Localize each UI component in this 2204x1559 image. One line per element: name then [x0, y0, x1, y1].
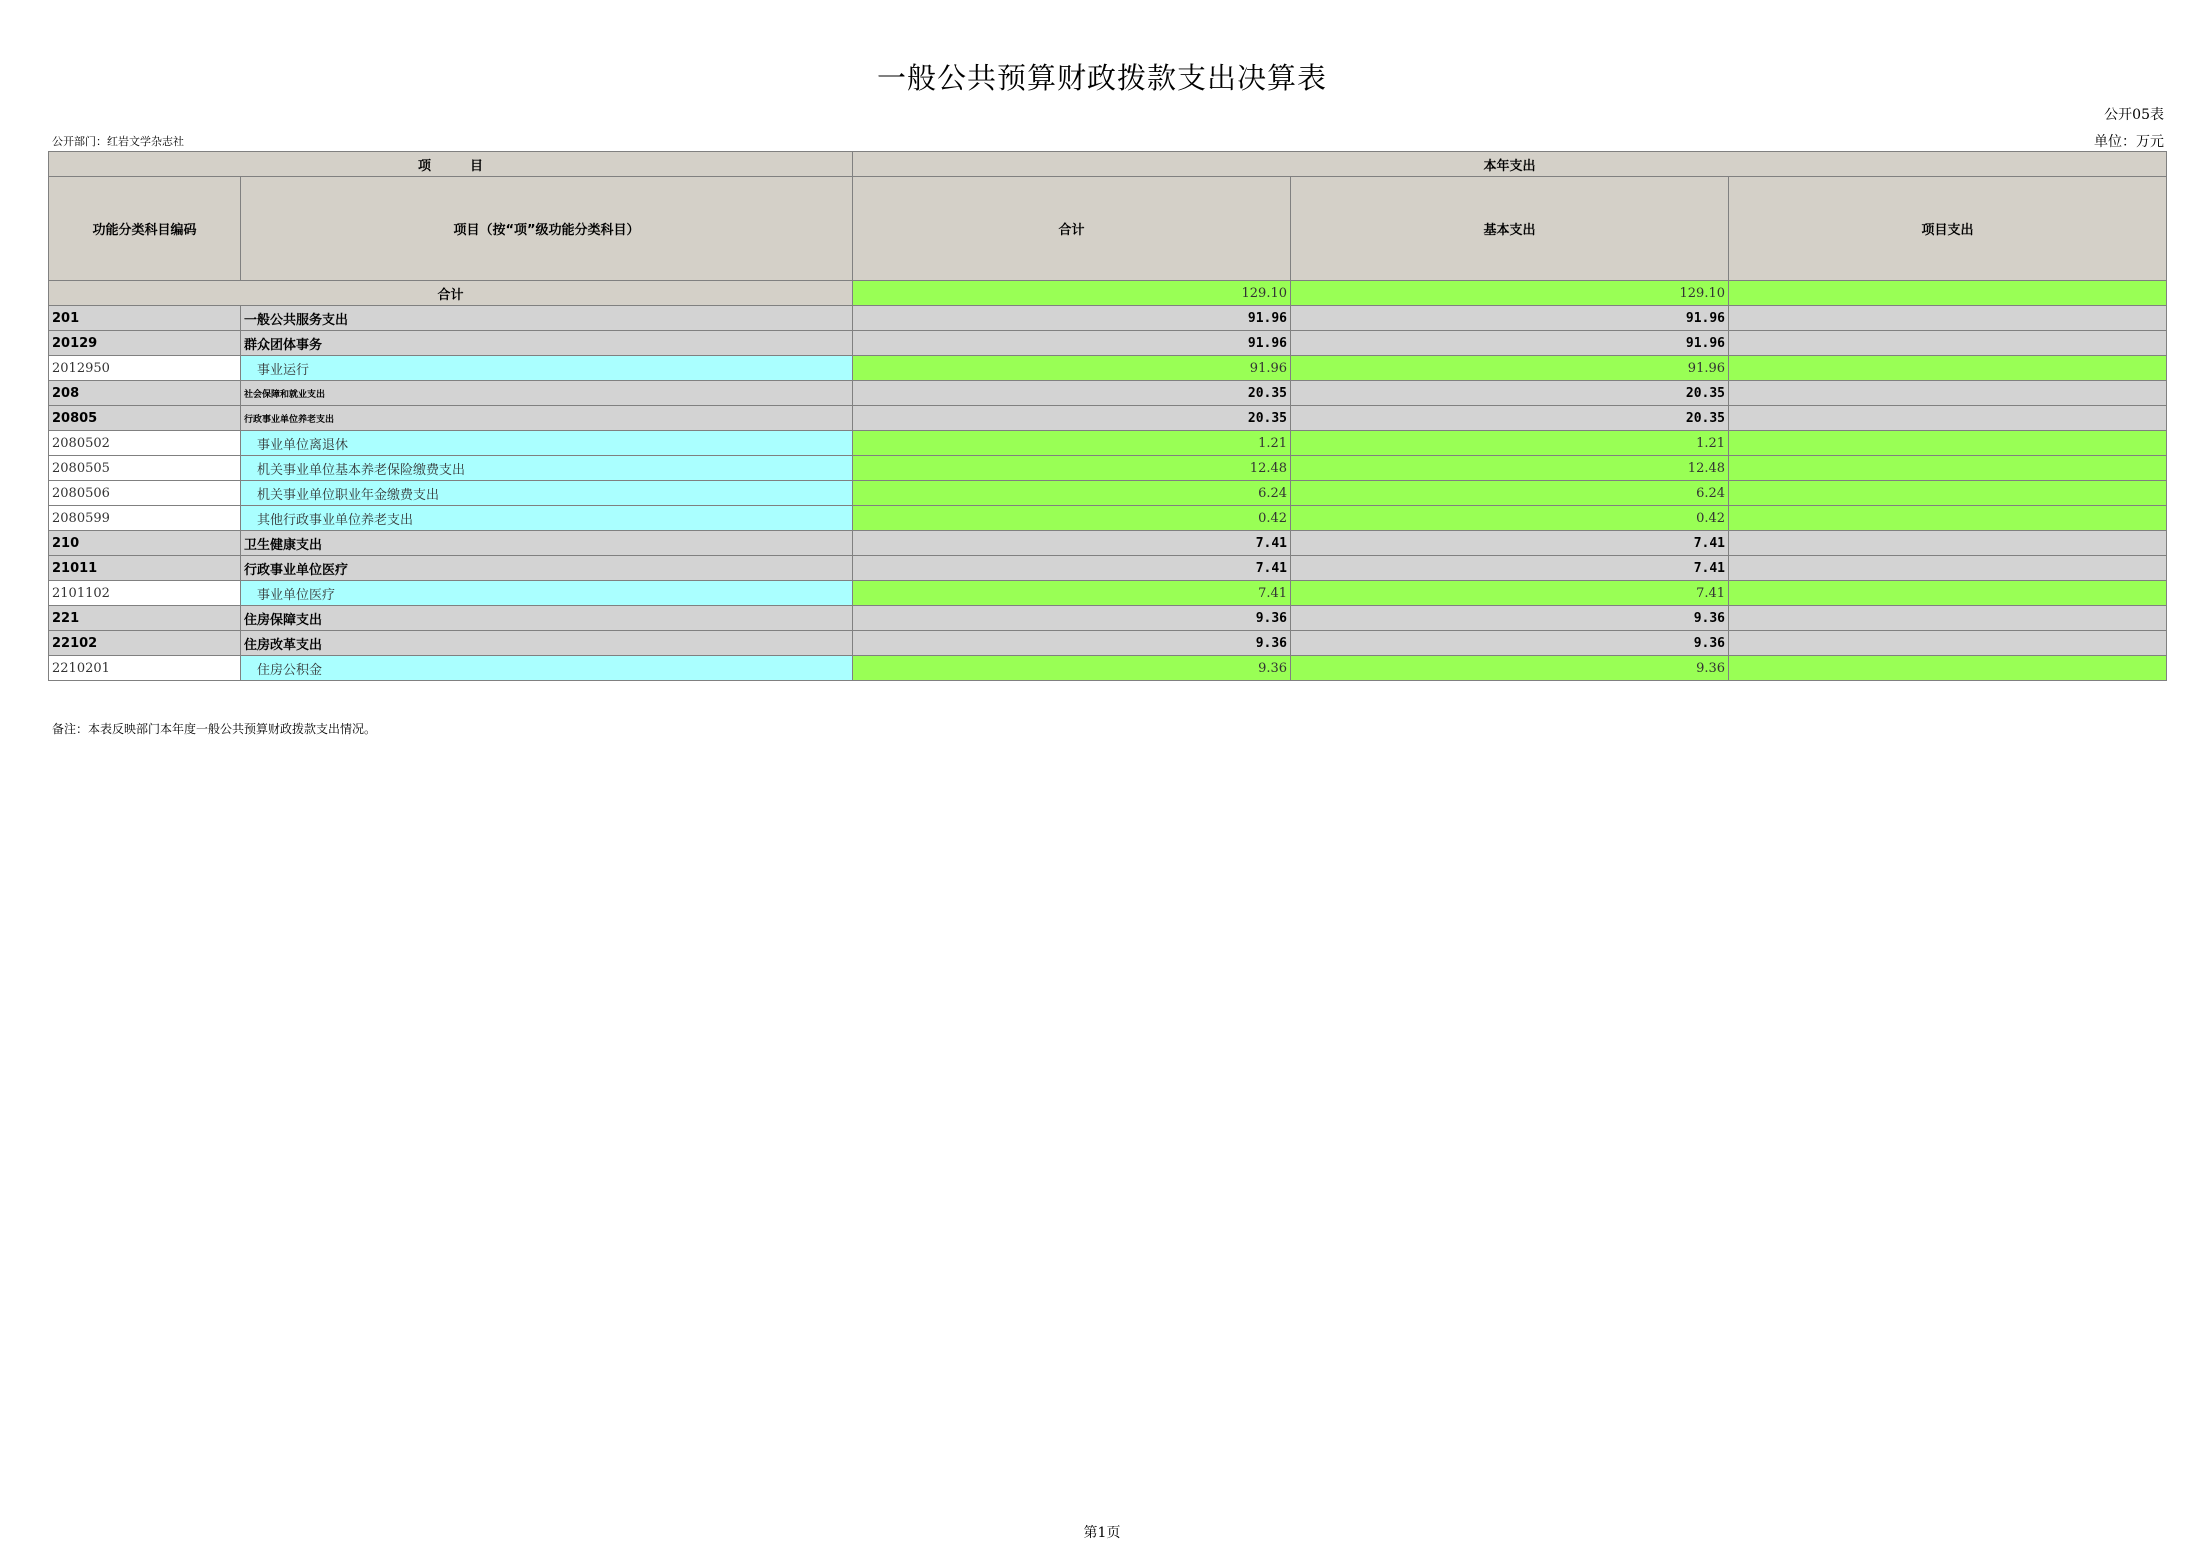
table-row: [49, 381, 2167, 406]
form-code: 公开05表: [2104, 107, 2164, 123]
row-basic: 9.36: [1291, 656, 1729, 681]
row-total: 9.36: [853, 656, 1291, 681]
row-code: 2080506: [49, 481, 241, 506]
table-row: [49, 431, 2167, 456]
unit-label: 单位：万元: [2094, 134, 2164, 150]
row-name: 机关事业单位职业年金缴费支出: [241, 481, 853, 506]
row-basic: 9.36: [1291, 606, 1729, 631]
department-label: 公开部门：红岩文学杂志社: [52, 135, 184, 148]
row-total: 0.42: [853, 506, 1291, 531]
row-basic: 9.36: [1291, 631, 1729, 656]
row-basic: 12.48: [1291, 456, 1729, 481]
row-basic: 20.35: [1291, 381, 1729, 406]
row-basic: 0.42: [1291, 506, 1729, 531]
row-project: [1729, 481, 2167, 506]
row-total: 12.48: [853, 456, 1291, 481]
row-total: 7.41: [853, 556, 1291, 581]
row-name: 住房保障支出: [241, 606, 853, 631]
header-row-2: [49, 177, 2167, 281]
row-name: 住房公积金: [241, 656, 853, 681]
row-project: [1729, 306, 2167, 331]
row-code: 20805: [49, 406, 241, 431]
table-row: [49, 331, 2167, 356]
row-name: 社会保障和就业支出: [241, 381, 853, 406]
row-name: 事业单位医疗: [241, 581, 853, 606]
row-project: [1729, 456, 2167, 481]
row-total: 1.21: [853, 431, 1291, 456]
table-row: [49, 406, 2167, 431]
row-total: 91.96: [853, 356, 1291, 381]
total-row: [49, 281, 2167, 306]
row-code: 22102: [49, 631, 241, 656]
footnote: 备注：本表反映部门本年度一般公共预算财政拨款支出情况。: [52, 722, 377, 736]
row-code: 201: [49, 306, 241, 331]
row-name: 事业运行: [241, 356, 853, 381]
row-code: 2210201: [49, 656, 241, 681]
table-row: [49, 481, 2167, 506]
row-name: 其他行政事业单位养老支出: [241, 506, 853, 531]
row-name: 卫生健康支出: [241, 531, 853, 556]
header-this-year: 本年支出: [853, 152, 2167, 177]
row-basic: 20.35: [1291, 406, 1729, 431]
row-basic: 7.41: [1291, 531, 1729, 556]
row-code: 2080502: [49, 431, 241, 456]
row-project: [1729, 581, 2167, 606]
table-row: [49, 631, 2167, 656]
header-name: 项目（按“项”级功能分类科目）: [241, 177, 853, 281]
row-name: 机关事业单位基本养老保险缴费支出: [241, 456, 853, 481]
table-row: [49, 606, 2167, 631]
row-name: 事业单位离退休: [241, 431, 853, 456]
header-project: 项 目: [49, 152, 853, 177]
row-code: 2080505: [49, 456, 241, 481]
header-project-expense: 项目支出: [1729, 177, 2167, 281]
table-row: [49, 506, 2167, 531]
table-row: [49, 556, 2167, 581]
row-name: 住房改革支出: [241, 631, 853, 656]
row-project: [1729, 656, 2167, 681]
total-basic: 129.10: [1291, 281, 1729, 306]
row-basic: 91.96: [1291, 331, 1729, 356]
row-total: 91.96: [853, 331, 1291, 356]
header-total: 合计: [853, 177, 1291, 281]
table-row: [49, 456, 2167, 481]
table-row: [49, 356, 2167, 381]
row-basic: 6.24: [1291, 481, 1729, 506]
row-total: 7.41: [853, 531, 1291, 556]
header-basic: 基本支出: [1291, 177, 1729, 281]
row-project: [1729, 431, 2167, 456]
total-label: 合计: [49, 281, 853, 306]
page-title: 一般公共预算财政拨款支出决算表: [876, 61, 1327, 95]
row-code: 221: [49, 606, 241, 631]
row-basic: 91.96: [1291, 306, 1729, 331]
row-project: [1729, 606, 2167, 631]
row-name: 行政事业单位养老支出: [241, 406, 853, 431]
header-row-1: [49, 152, 2167, 177]
row-total: 20.35: [853, 406, 1291, 431]
row-code: 208: [49, 381, 241, 406]
row-project: [1729, 331, 2167, 356]
table-row: [49, 306, 2167, 331]
budget-table: [48, 151, 2167, 681]
row-project: [1729, 631, 2167, 656]
row-project: [1729, 406, 2167, 431]
row-name: 群众团体事务: [241, 331, 853, 356]
row-code: 20129: [49, 331, 241, 356]
row-project: [1729, 556, 2167, 581]
header-code: 功能分类科目编码: [49, 177, 241, 281]
table-row: [49, 581, 2167, 606]
total-sum: 129.10: [853, 281, 1291, 306]
row-project: [1729, 356, 2167, 381]
row-project: [1729, 381, 2167, 406]
row-basic: 7.41: [1291, 556, 1729, 581]
row-project: [1729, 531, 2167, 556]
table-row: [49, 531, 2167, 556]
row-total: 6.24: [853, 481, 1291, 506]
row-name: 一般公共服务支出: [241, 306, 853, 331]
row-code: 2080599: [49, 506, 241, 531]
row-project: [1729, 506, 2167, 531]
row-total: 9.36: [853, 606, 1291, 631]
row-total: 20.35: [853, 381, 1291, 406]
row-code: 210: [49, 531, 241, 556]
row-total: 7.41: [853, 581, 1291, 606]
row-code: 2101102: [49, 581, 241, 606]
row-code: 2012950: [49, 356, 241, 381]
row-basic: 7.41: [1291, 581, 1729, 606]
row-name: 行政事业单位医疗: [241, 556, 853, 581]
row-basic: 1.21: [1291, 431, 1729, 456]
row-total: 91.96: [853, 306, 1291, 331]
table-row: [49, 656, 2167, 681]
page-number: 第1页: [1083, 1525, 1121, 1541]
row-basic: 91.96: [1291, 356, 1729, 381]
total-project: [1729, 281, 2167, 306]
row-code: 21011: [49, 556, 241, 581]
row-total: 9.36: [853, 631, 1291, 656]
